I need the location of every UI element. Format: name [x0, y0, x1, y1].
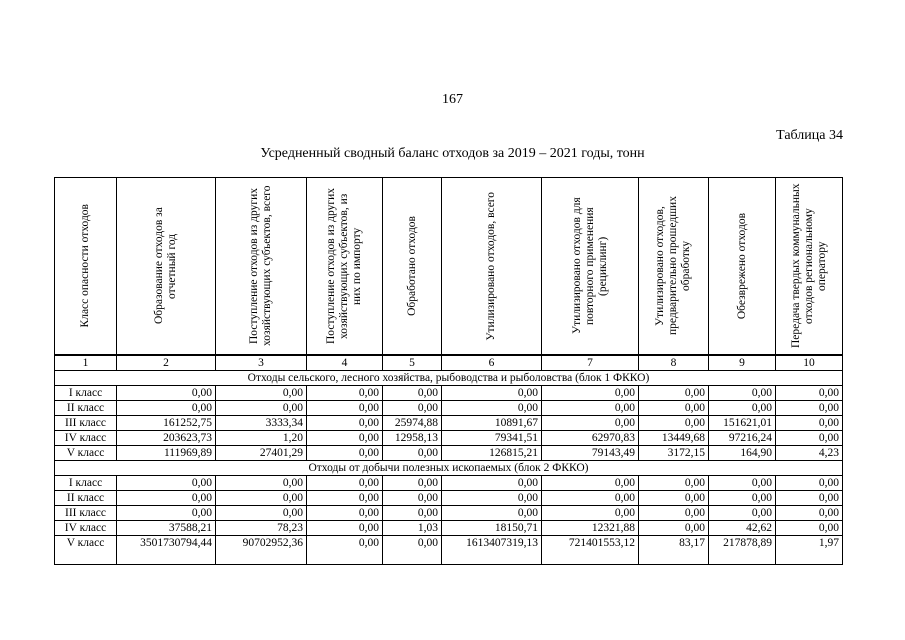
value-cell: 0,00 [383, 536, 442, 565]
table-label: Таблица 34 [776, 128, 843, 143]
value-cell: 0,00 [117, 386, 216, 401]
value-cell: 3501730794,44 [117, 536, 216, 565]
value-cell: 0,00 [442, 491, 542, 506]
value-cell: 0,00 [776, 386, 843, 401]
value-cell: 0,00 [639, 416, 709, 431]
header-processed: Обработано отходов [383, 178, 442, 356]
table-row [55, 386, 843, 401]
header-received-total: Поступление отходов из других хозяйствующих субъектов, всего [216, 178, 307, 356]
header-utilized-total: Утилизировано отходов, всего [442, 178, 542, 356]
hazard-class-cell: V класс [55, 446, 117, 461]
value-cell: 62970,83 [542, 431, 639, 446]
value-cell: 0,00 [542, 401, 639, 416]
value-cell: 1,03 [383, 521, 442, 536]
hazard-class-cell: II класс [55, 491, 117, 506]
value-cell: 164,90 [709, 446, 776, 461]
table-row [55, 536, 843, 565]
table-row [55, 476, 843, 491]
value-cell: 0,00 [639, 491, 709, 506]
table-row [55, 506, 843, 521]
block-header-row [55, 371, 843, 386]
value-cell: 161252,75 [117, 416, 216, 431]
value-cell: 0,00 [216, 506, 307, 521]
block-title: Отходы сельского, лесного хозяйства, рыбоводства и рыболовства (блок 1 ФККО) [55, 371, 843, 386]
value-cell: 0,00 [307, 401, 383, 416]
value-cell: 0,00 [709, 491, 776, 506]
value-cell: 0,00 [307, 491, 383, 506]
column-number: 8 [639, 355, 709, 371]
table-title: Усредненный сводный баланс отходов за 2019 – 2021 годы, тонн [260, 146, 645, 161]
value-cell: 0,00 [383, 476, 442, 491]
value-cell: 0,00 [383, 386, 442, 401]
table-row [55, 491, 843, 506]
value-cell: 0,00 [776, 476, 843, 491]
value-cell: 0,00 [542, 416, 639, 431]
value-cell: 151621,01 [709, 416, 776, 431]
value-cell: 3333,34 [216, 416, 307, 431]
table-row [55, 401, 843, 416]
value-cell: 42,62 [709, 521, 776, 536]
value-cell: 90702952,36 [216, 536, 307, 565]
value-cell: 0,00 [307, 536, 383, 565]
value-cell: 0,00 [542, 491, 639, 506]
hazard-class-cell: I класс [55, 386, 117, 401]
column-number: 10 [776, 355, 843, 371]
header-neutralized: Обезврежено отходов [709, 178, 776, 356]
column-number: 2 [117, 355, 216, 371]
header-utilized-after-processing: Утилизировано отходов, предварительно прошедших обработку [639, 178, 709, 356]
value-cell: 0,00 [117, 401, 216, 416]
column-number: 3 [216, 355, 307, 371]
waste-balance-table [54, 177, 843, 565]
value-cell: 1613407319,13 [442, 536, 542, 565]
value-cell: 12321,88 [542, 521, 639, 536]
column-number: 1 [55, 355, 117, 371]
value-cell: 0,00 [442, 506, 542, 521]
value-cell: 78,23 [216, 521, 307, 536]
value-cell: 0,00 [307, 506, 383, 521]
value-cell: 12958,13 [383, 431, 442, 446]
value-cell: 4,23 [776, 446, 843, 461]
value-cell: 0,00 [307, 446, 383, 461]
value-cell: 0,00 [776, 506, 843, 521]
value-cell: 0,00 [216, 401, 307, 416]
value-cell: 27401,29 [216, 446, 307, 461]
value-cell: 97216,24 [709, 431, 776, 446]
value-cell: 83,17 [639, 536, 709, 565]
value-cell: 0,00 [709, 476, 776, 491]
header-received-import: Поступление отходов из других хозяйствующих субъектов, из них по импорту [307, 178, 383, 356]
value-cell: 0,00 [117, 476, 216, 491]
value-cell: 0,00 [709, 386, 776, 401]
value-cell: 0,00 [307, 416, 383, 431]
hazard-class-cell: II класс [55, 401, 117, 416]
block-title: Отходы от добычи полезных ископаемых (блок 2 ФККО) [55, 461, 843, 476]
hazard-class-cell: III класс [55, 416, 117, 431]
value-cell: 0,00 [442, 401, 542, 416]
hazard-class-cell: IV класс [55, 431, 117, 446]
value-cell: 0,00 [307, 476, 383, 491]
value-cell: 0,00 [383, 491, 442, 506]
value-cell: 0,00 [216, 491, 307, 506]
header-recycling: Утилизировано отходов для повторного применения (рециклинг) [542, 178, 639, 356]
value-cell: 0,00 [639, 506, 709, 521]
value-cell: 0,00 [776, 431, 843, 446]
value-cell: 0,00 [383, 401, 442, 416]
value-cell: 0,00 [216, 476, 307, 491]
header-row [55, 178, 843, 356]
value-cell: 0,00 [639, 401, 709, 416]
value-cell: 0,00 [776, 401, 843, 416]
value-cell: 25974,88 [383, 416, 442, 431]
column-number: 9 [709, 355, 776, 371]
value-cell: 0,00 [442, 476, 542, 491]
column-number: 6 [442, 355, 542, 371]
block-header-row [55, 461, 843, 476]
value-cell: 0,00 [709, 401, 776, 416]
value-cell: 0,00 [307, 386, 383, 401]
value-cell: 0,00 [639, 386, 709, 401]
value-cell: 37588,21 [117, 521, 216, 536]
table-row [55, 416, 843, 431]
value-cell: 111969,89 [117, 446, 216, 461]
value-cell: 217878,89 [709, 536, 776, 565]
column-number-row [55, 355, 843, 371]
value-cell: 18150,71 [442, 521, 542, 536]
value-cell: 0,00 [117, 491, 216, 506]
value-cell: 79341,51 [442, 431, 542, 446]
column-number: 7 [542, 355, 639, 371]
value-cell: 0,00 [542, 506, 639, 521]
header-generation: Образование отходов за отчетный год [117, 178, 216, 356]
value-cell: 0,00 [442, 386, 542, 401]
value-cell: 0,00 [709, 506, 776, 521]
column-number: 5 [383, 355, 442, 371]
table-row [55, 446, 843, 461]
value-cell: 0,00 [542, 476, 639, 491]
value-cell: 1,20 [216, 431, 307, 446]
value-cell: 10891,67 [442, 416, 542, 431]
page-number: 167 [442, 92, 463, 107]
value-cell: 0,00 [542, 386, 639, 401]
value-cell: 0,00 [117, 506, 216, 521]
value-cell: 721401553,12 [542, 536, 639, 565]
value-cell: 126815,21 [442, 446, 542, 461]
value-cell: 0,00 [639, 521, 709, 536]
value-cell: 3172,15 [639, 446, 709, 461]
value-cell: 0,00 [383, 446, 442, 461]
table-row [55, 431, 843, 446]
value-cell: 203623,73 [117, 431, 216, 446]
header-transfer-regional-operator: Передача твердых коммунальных отходов региональному оператору [776, 178, 843, 356]
value-cell: 0,00 [776, 491, 843, 506]
value-cell: 0,00 [307, 521, 383, 536]
hazard-class-cell: IV класс [55, 521, 117, 536]
hazard-class-cell: V класс [55, 536, 117, 565]
value-cell: 0,00 [776, 521, 843, 536]
value-cell: 1,97 [776, 536, 843, 565]
hazard-class-cell: I класс [55, 476, 117, 491]
value-cell: 0,00 [383, 506, 442, 521]
value-cell: 13449,68 [639, 431, 709, 446]
value-cell: 0,00 [216, 386, 307, 401]
table-row [55, 521, 843, 536]
column-number: 4 [307, 355, 383, 371]
value-cell: 0,00 [776, 416, 843, 431]
value-cell: 79143,49 [542, 446, 639, 461]
header-hazard-class: Класс опасности отходов [55, 178, 117, 356]
value-cell: 0,00 [639, 476, 709, 491]
hazard-class-cell: III класс [55, 506, 117, 521]
value-cell: 0,00 [307, 431, 383, 446]
